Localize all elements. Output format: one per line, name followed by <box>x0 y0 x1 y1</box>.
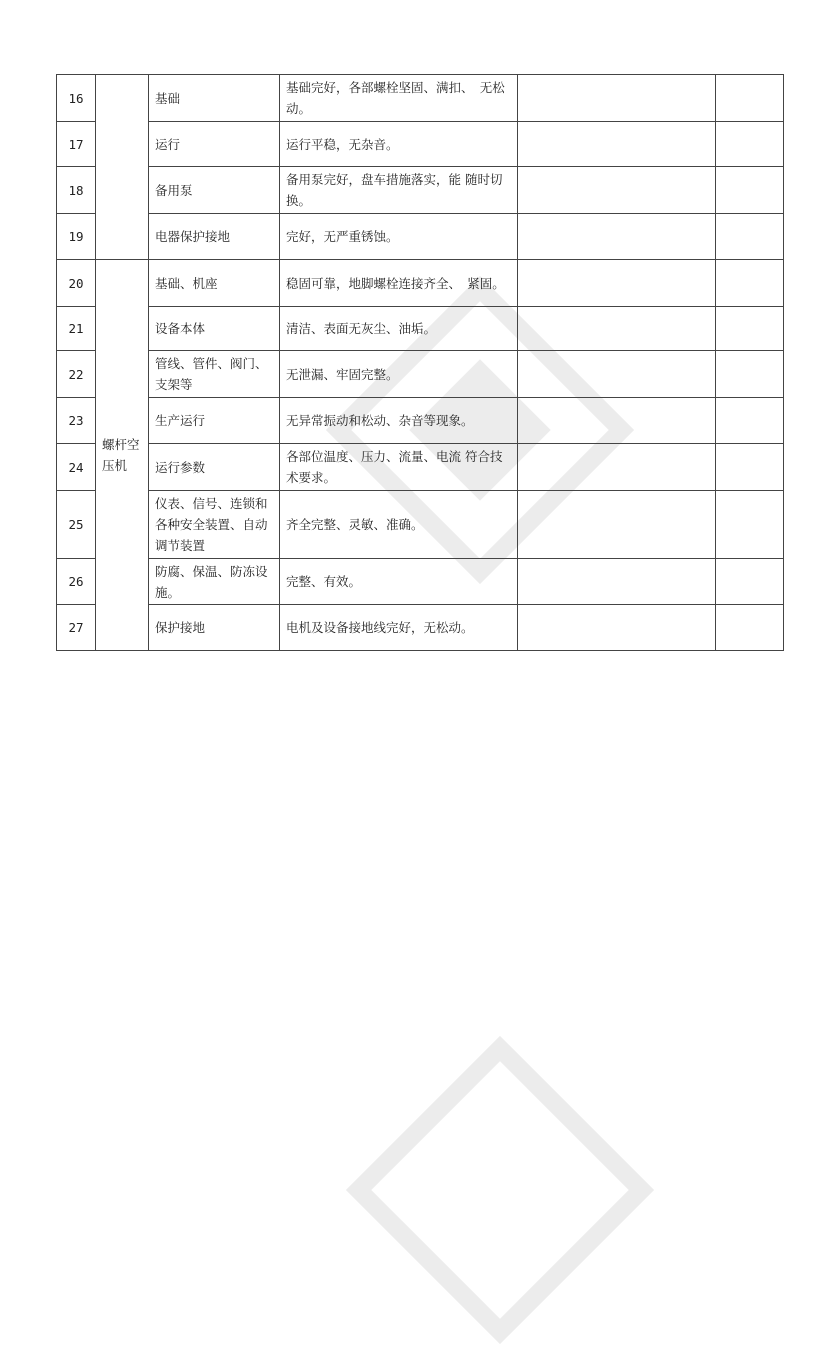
check-result <box>518 444 716 491</box>
row-number: 18 <box>57 167 96 214</box>
remark <box>716 351 784 398</box>
check-result <box>518 605 716 651</box>
remark <box>716 260 784 307</box>
remark <box>716 122 784 167</box>
remark <box>716 398 784 444</box>
row-number: 19 <box>57 214 96 260</box>
row-number: 23 <box>57 398 96 444</box>
row-number: 26 <box>57 559 96 605</box>
check-standard: 齐全完整、灵敏、准确。 <box>280 491 518 559</box>
check-result <box>518 214 716 260</box>
table-row <box>57 351 784 398</box>
check-standard: 无泄漏、牢固完整。 <box>280 351 518 398</box>
check-standard: 备用泵完好，盘车措施落实，能 随时切换。 <box>280 167 518 214</box>
table-row <box>57 214 784 260</box>
remark <box>716 167 784 214</box>
row-number: 20 <box>57 260 96 307</box>
table-row <box>57 260 784 307</box>
check-result <box>518 307 716 351</box>
table-row <box>57 605 784 651</box>
check-item: 生产运行 <box>149 398 280 444</box>
check-standard: 清洁、表面无灰尘、油垢。 <box>280 307 518 351</box>
remark <box>716 605 784 651</box>
remark <box>716 214 784 260</box>
check-standard: 各部位温度、压力、流量、电流 符合技术要求。 <box>280 444 518 491</box>
check-item: 保护接地 <box>149 605 280 651</box>
row-number: 16 <box>57 75 96 122</box>
table-row <box>57 75 784 122</box>
check-standard: 完整、有效。 <box>280 559 518 605</box>
check-result <box>518 167 716 214</box>
check-standard: 无异常振动和松动、杂音等现象。 <box>280 398 518 444</box>
check-standard: 基础完好，各部螺栓坚固、满扣、 无松动。 <box>280 75 518 122</box>
table-row <box>57 307 784 351</box>
equipment-cell: 螺杆空压机 <box>96 260 149 651</box>
remark <box>716 444 784 491</box>
check-standard: 完好，无严重锈蚀。 <box>280 214 518 260</box>
check-result <box>518 75 716 122</box>
check-result <box>518 122 716 167</box>
check-standard: 稳固可靠，地脚螺栓连接齐全、 紧固。 <box>280 260 518 307</box>
check-result <box>518 260 716 307</box>
check-result <box>518 491 716 559</box>
row-number: 21 <box>57 307 96 351</box>
check-result <box>518 398 716 444</box>
table-row <box>57 398 784 444</box>
check-item: 管线、管件、阀门、支架等 <box>149 351 280 398</box>
equipment-cell <box>96 75 149 260</box>
watermark-stamp-bottom <box>323 1013 677 1367</box>
remark <box>716 307 784 351</box>
check-item: 基础、机座 <box>149 260 280 307</box>
check-item: 仪表、信号、连锁和各种安全装置、自动调节装置 <box>149 491 280 559</box>
inspection-table <box>56 74 784 651</box>
remark <box>716 491 784 559</box>
row-number: 22 <box>57 351 96 398</box>
remark <box>716 75 784 122</box>
row-number: 27 <box>57 605 96 651</box>
row-number: 24 <box>57 444 96 491</box>
check-standard: 运行平稳，无杂音。 <box>280 122 518 167</box>
row-number: 17 <box>57 122 96 167</box>
table-row <box>57 444 784 491</box>
check-standard: 电机及设备接地线完好，无松动。 <box>280 605 518 651</box>
check-result <box>518 559 716 605</box>
check-item: 运行参数 <box>149 444 280 491</box>
check-item: 备用泵 <box>149 167 280 214</box>
table-row <box>57 559 784 605</box>
check-item: 电器保护接地 <box>149 214 280 260</box>
check-item: 防腐、保温、防冻设施。 <box>149 559 280 605</box>
remark <box>716 559 784 605</box>
check-item: 设备本体 <box>149 307 280 351</box>
check-item: 基础 <box>149 75 280 122</box>
row-number: 25 <box>57 491 96 559</box>
table-row <box>57 167 784 214</box>
check-item: 运行 <box>149 122 280 167</box>
table-row <box>57 122 784 167</box>
check-result <box>518 351 716 398</box>
table-row <box>57 491 784 559</box>
